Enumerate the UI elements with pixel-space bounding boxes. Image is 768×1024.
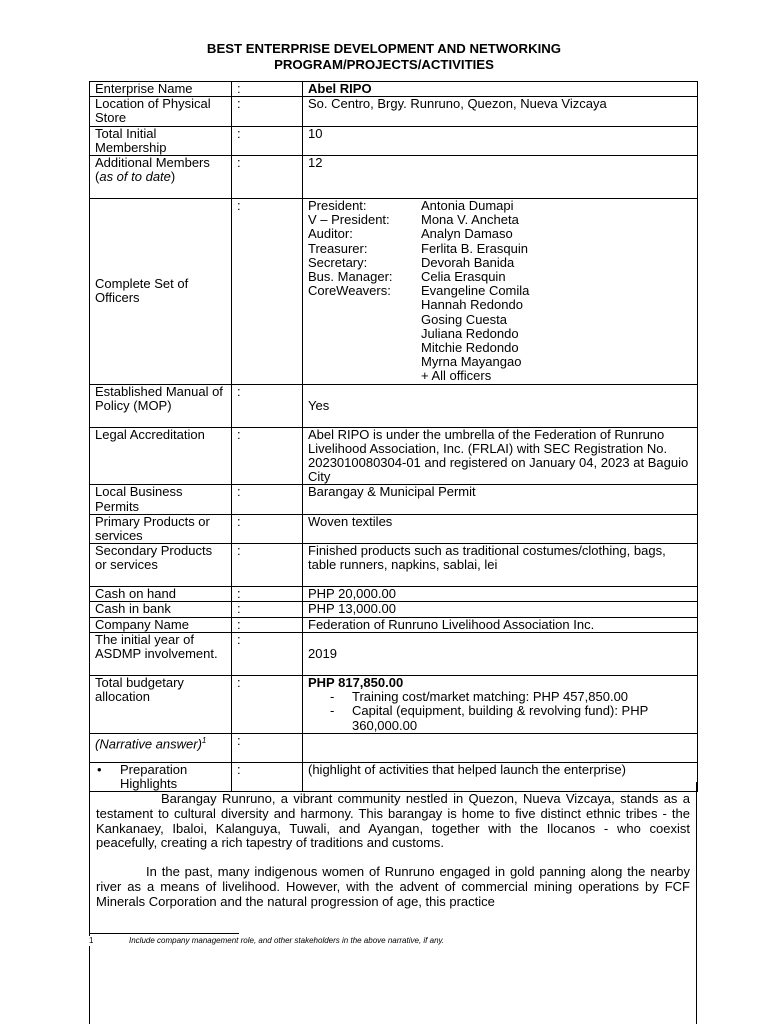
officer-name: Devorah Banida [421,254,515,270]
officer-role [308,313,421,327]
separator: : [232,733,303,762]
narrative-section [89,782,697,1024]
row-officers [90,199,698,385]
budget-item-capital: - Capital (equipment, building & revolving fund): PHP 360,000.00 [330,704,692,732]
officer-role: Secretary: [308,254,368,270]
value-primary-products: Woven textiles [303,514,698,543]
officer-row [308,242,692,256]
label-additional-members [90,156,232,199]
separator: : [232,617,303,632]
row-secondary-products [90,544,698,587]
officer-row [308,327,692,341]
bullet-icon: • [97,761,102,777]
separator: : [232,485,303,514]
value-enterprise-name: Abel RIPO [303,82,698,97]
title-line-1: BEST ENTERPRISE DEVELOPMENT AND NETWORKING [206,41,562,56]
row-location [90,97,698,126]
officer-row [308,355,692,369]
footnote-number: 1 [89,936,94,945]
value-budget [303,675,698,733]
label-additional-members-italic: as of to date [99,169,171,185]
officer-role [308,355,421,369]
row-enterprise-name [90,82,698,97]
label-secondary-products: Secondary Products or services [90,544,232,587]
footnote [89,936,448,946]
value-additional-members: 12 [303,156,698,199]
officer-name: Antonia Dumapi [421,198,514,214]
footnote-divider [89,933,239,934]
label-enterprise-name: Enterprise Name [90,82,232,97]
value-business-permits: Barangay & Municipal Permit [303,485,698,514]
officer-row [308,199,692,213]
title-line-2: PROGRAM/PROJECTS/ACTIVITIES [274,56,494,72]
officer-row [308,213,692,227]
officer-row [308,284,692,298]
budget-item-training: - Training cost/market matching: PHP 457,850.00 [330,690,692,704]
officer-role: Bus. Manager: [308,269,393,285]
separator: : [232,427,303,485]
label-narrative-answer [90,733,232,762]
row-company-name [90,617,698,632]
row-total-initial-membership [90,126,698,155]
row-cash-on-hand [90,587,698,602]
label-mop: Established Manual of Policy (MOP) [90,384,232,427]
label-company-name: Company Name [90,617,232,632]
separator: : [232,544,303,587]
label-primary-products: Primary Products or services [90,514,232,543]
officer-name: Hannah Redondo [421,297,523,313]
budget-breakdown [308,690,692,733]
document-title [0,41,768,72]
narrative-paragraph-2: In the past, many indigenous women of Runruno engaged in gold panning along the nearby river as a means of livelihood. However, with the advent of commercial mining operations by FCF Minerals Corporation and the natural progression of age, this practice [96,864,690,909]
value-company-name: Federation of Runruno Livelihood Association Inc. [303,617,698,632]
label-business-permits: Local Business Permits [90,485,232,514]
officer-role: V – President: [308,212,390,228]
value-legal-accreditation: Abel RIPO is under the umbrella of the Federation of Runruno Livelihood Association, Inc. (FRLAI) with SEC Registration No. 2023010080304-01 and registered on January 04, 2023 at Baguio City [303,427,698,485]
value-initial-year: 2019 [303,632,698,675]
label-initial-year: The initial year of ASDMP involvement. [90,632,232,675]
label-cash-on-hand: Cash on hand [90,587,232,602]
officer-role [308,369,421,383]
separator: : [232,514,303,543]
label-narrative-answer-text: (Narrative answer) [95,736,202,752]
label-legal-accreditation: Legal Accreditation [90,427,232,485]
row-initial-year [90,632,698,675]
value-secondary-products: Finished products such as traditional costumes/clothing, bags, table runners, napkins, sablai, lei [303,544,698,587]
separator: : [232,602,303,617]
separator: : [232,675,303,733]
officer-name: Mitchie Redondo [421,340,519,356]
narrative-paragraph-1: Barangay Runruno, a vibrant community nestled in Quezon, Nueva Vizcaya, stands as a testament to cultural diversity and harmony. This barangay is home to five distinct ethnic tribes - the Kankanaey, Ibaloi, Kalanguya, Tuwali, and Ayangan, together with the Ilocanos - who coexist peacefully, creating a rich tapestry of traditions and customs. [96,791,690,851]
separator: : [232,587,303,602]
officer-role: CoreWeavers: [308,283,391,299]
separator: : [232,199,303,385]
separator: : [232,82,303,97]
label-cash-in-bank: Cash in bank [90,602,232,617]
officer-row [308,298,692,312]
enterprise-profile-table [89,81,698,792]
officer-name: Mona V. Ancheta [421,212,519,228]
separator: : [232,632,303,675]
officer-name: Ferlita B. Erasquin [421,240,528,256]
separator: : [232,126,303,155]
officer-name: Juliana Redondo [421,325,519,341]
officer-row [308,270,692,284]
label-additional-members-suffix: ) [170,169,176,185]
officer-row [308,256,692,270]
officer-row [308,369,692,383]
budget-total: PHP 817,850.00 [308,674,404,690]
officer-row [308,341,692,355]
row-narrative-answer [90,733,698,762]
row-mop [90,384,698,427]
row-legal-accreditation [90,427,698,485]
officer-role [308,327,421,341]
value-total-initial-membership: 10 [303,126,698,155]
row-additional-members [90,156,698,199]
officers-list [308,199,692,384]
officer-name: Gosing Cuesta [421,311,507,327]
label-location: Location of Physical Store [90,97,232,126]
row-budget [90,675,698,733]
value-preparation-highlights: (highlight of activities that helped launch the enterprise) [303,762,698,791]
officer-role: Treasurer: [308,240,368,256]
officer-name: Myrna Mayangao [421,354,522,370]
separator: : [232,762,303,791]
officer-role: President: [308,198,367,214]
officer-name: Evangeline Comila [421,283,530,299]
officer-name: + All officers [421,368,492,384]
label-preparation-highlights-text: Preparation Highlights [120,761,188,791]
separator: : [232,384,303,427]
value-location: So. Centro, Brgy. Runruno, Quezon, Nueva Vizcaya [303,97,698,126]
officer-role [308,298,421,312]
value-cash-on-hand: PHP 20,000.00 [303,587,698,602]
row-primary-products [90,514,698,543]
separator: : [232,156,303,199]
officer-role: Auditor: [308,226,353,242]
label-total-initial-membership: Total Initial Membership [90,126,232,155]
footnote-text: Include company management role, and other stakeholders in the above narrative, if any. [129,936,445,945]
officer-role [308,341,421,355]
label-officers: Complete Set of Officers [90,199,232,385]
officer-row [308,227,692,241]
officer-row [308,313,692,327]
separator: : [232,97,303,126]
label-budget: Total budgetary allocation [90,675,232,733]
row-cash-in-bank [90,602,698,617]
officer-name: Celia Erasquin [421,269,506,285]
officer-name: Analyn Damaso [421,226,513,242]
value-narrative-answer [303,733,698,762]
row-business-permits [90,485,698,514]
footnote-ref: 1 [201,735,207,745]
value-mop: Yes [303,384,698,427]
label-additional-members-prefix: Additional Members ( [95,155,210,185]
value-cash-in-bank: PHP 13,000.00 [303,602,698,617]
value-officers [303,199,698,385]
